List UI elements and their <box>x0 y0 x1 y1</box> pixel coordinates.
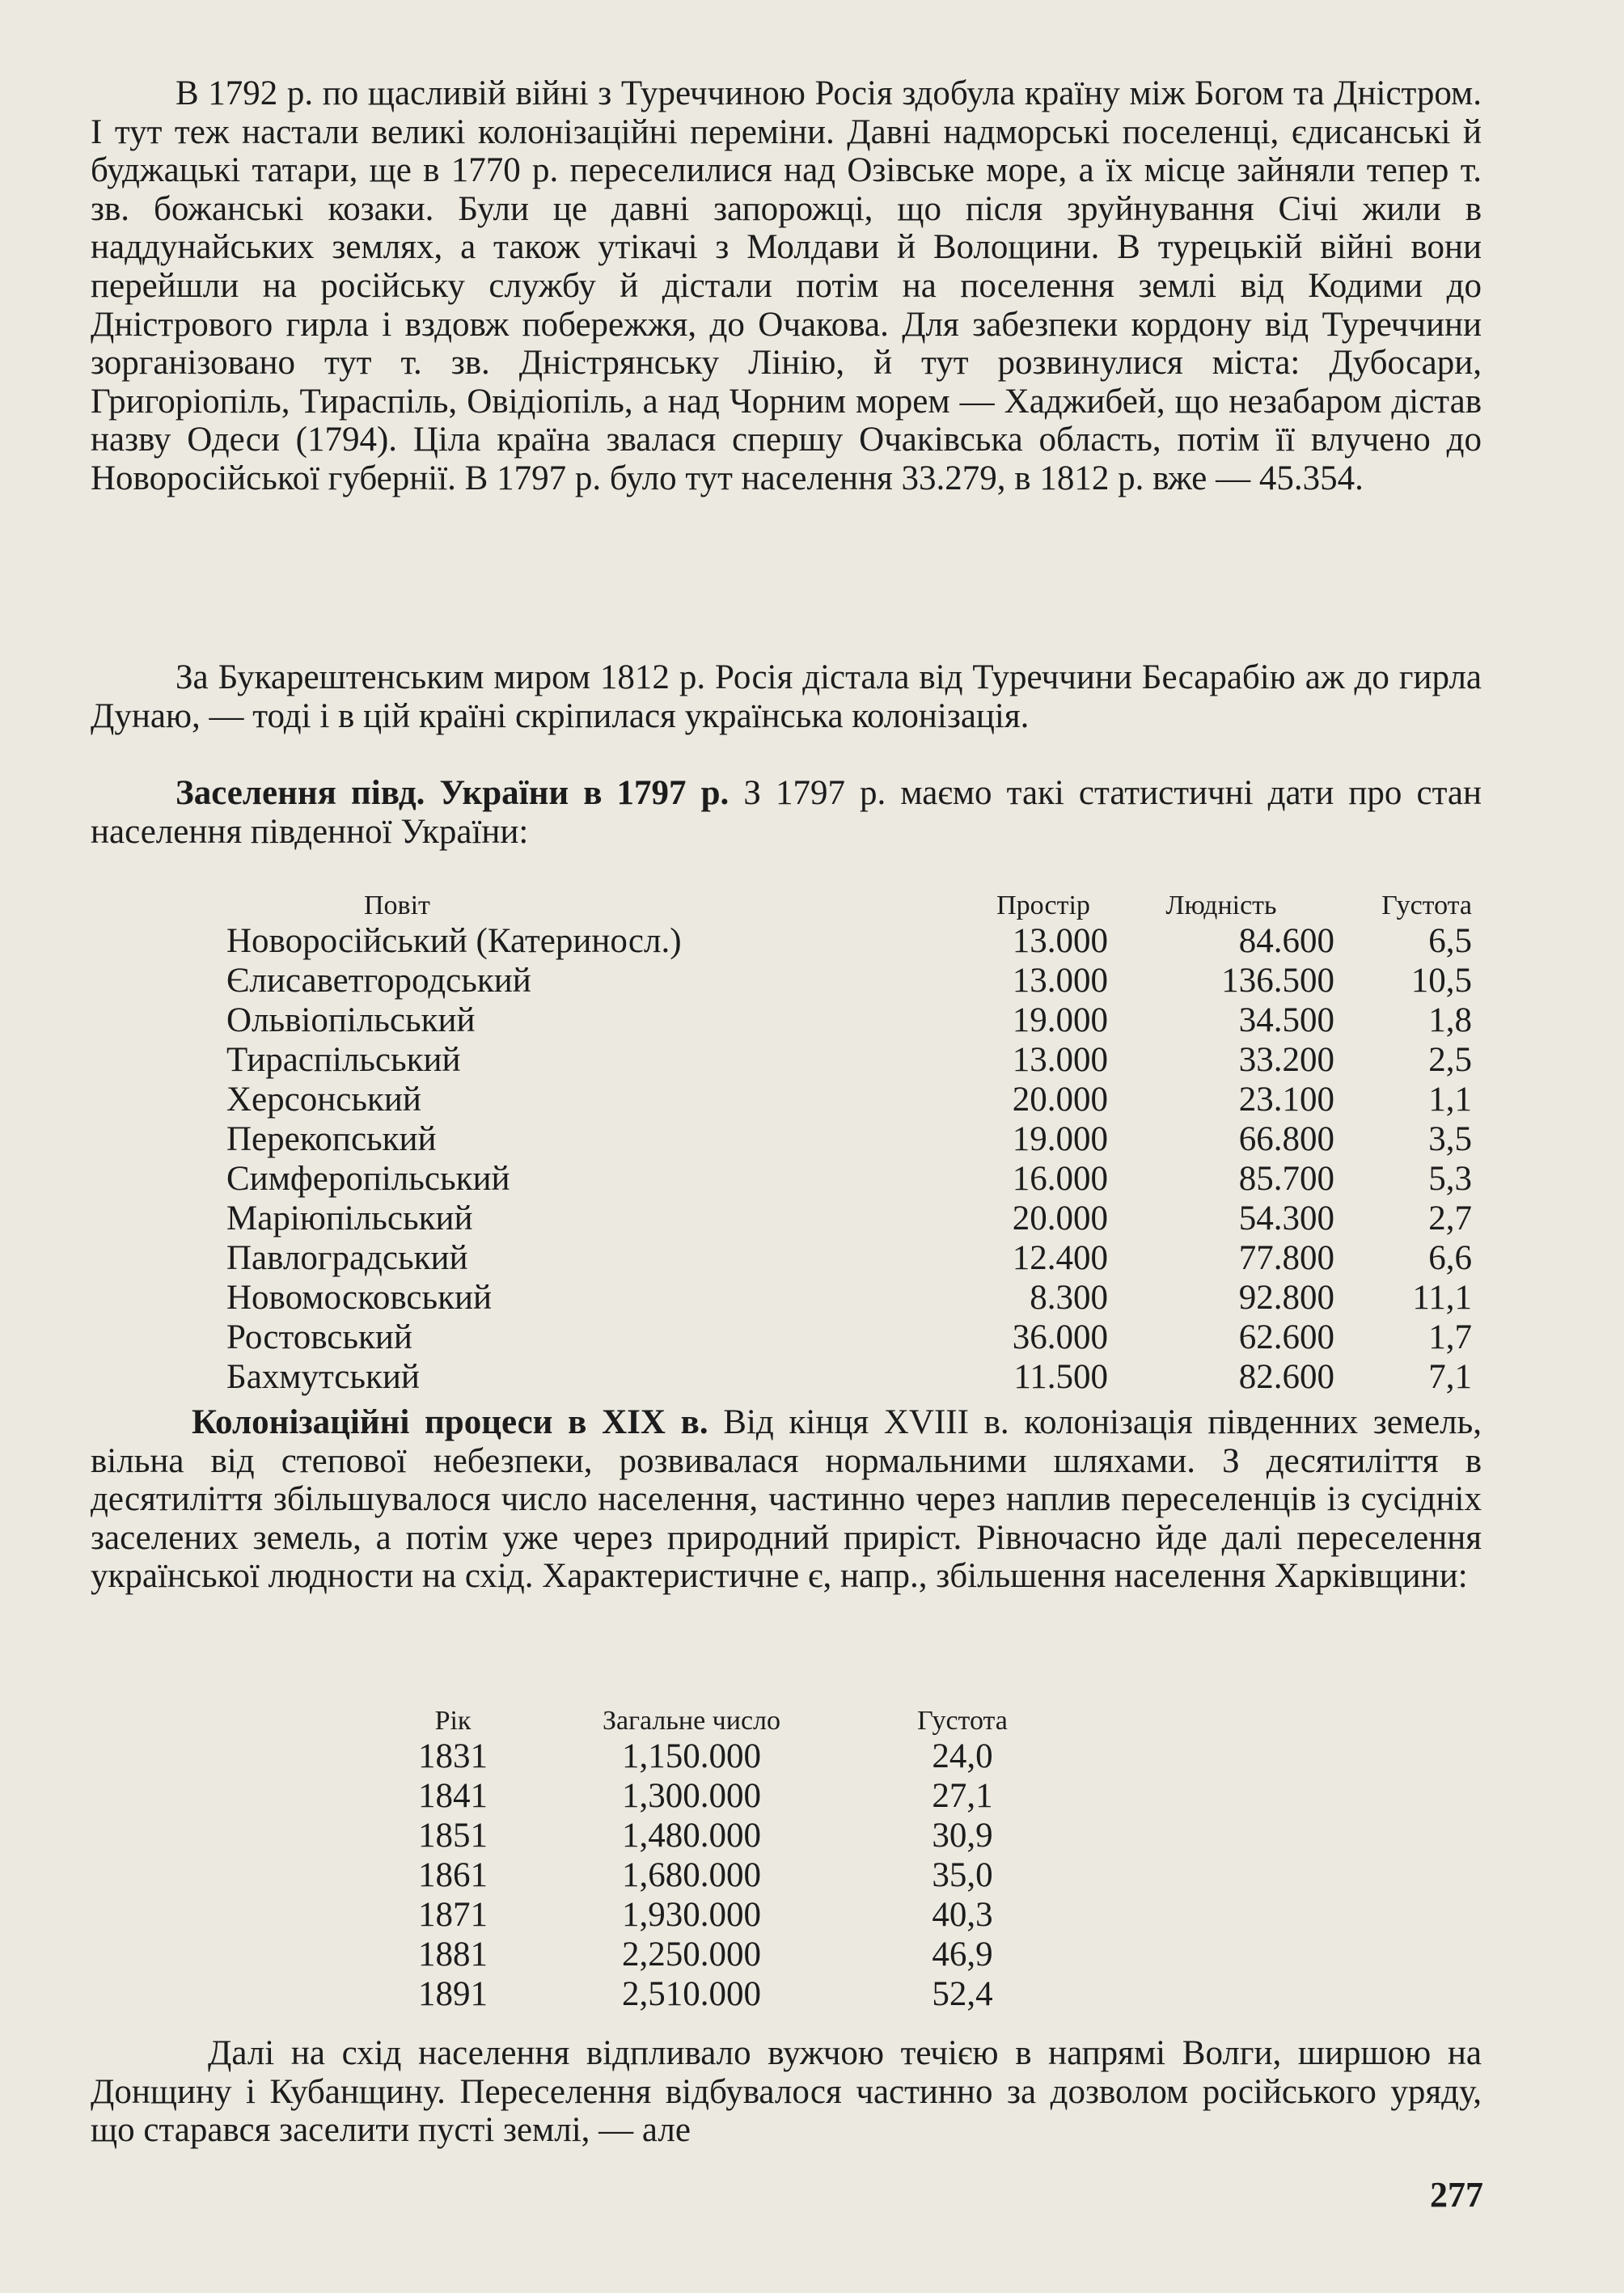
year-value: 1891 <box>418 1975 488 2013</box>
paragraph-eastward-migration: Далі на схід населення відпливало вужчою течією в напрямі Волги, ширшою на Донщину і Кубанщину. Переселення відбувалося частинно за дозволом російського уряду, що старався заселити пусті землі, — але <box>91 2034 1482 2150</box>
total-value: 1,480.000 <box>622 1817 761 1855</box>
population-value: 54.300 <box>1238 1199 1334 1237</box>
kharkiv-population-table <box>388 1693 1059 2014</box>
total-value: 2,510.000 <box>622 1975 761 2013</box>
population-table-1797 <box>226 878 1472 1397</box>
column-header-year: Рік <box>434 1706 472 1736</box>
table-row <box>226 1357 1472 1397</box>
paragraph-colonization-xix <box>91 1403 1482 1596</box>
density-value: 1,1 <box>1428 1081 1472 1119</box>
district-name: Павлоградський <box>226 1239 468 1277</box>
paragraph-settlement-1797 <box>91 774 1482 851</box>
year-value: 1881 <box>418 1936 488 1974</box>
district-name: Маріюпільський <box>226 1199 473 1237</box>
column-header-density: Густота <box>917 1706 1008 1736</box>
table-row <box>226 1001 1472 1040</box>
section-heading-xix: Колонізаційні процеси в XIX в. <box>192 1403 708 1441</box>
year-value: 1831 <box>418 1737 488 1775</box>
table-row <box>226 1040 1472 1080</box>
table-row <box>388 1737 1059 1776</box>
density-value: 35,0 <box>932 1856 993 1894</box>
area-value: 13.000 <box>1012 1041 1108 1079</box>
area-value: 13.000 <box>1012 962 1108 1000</box>
year-value: 1871 <box>418 1896 488 1934</box>
area-value: 20.000 <box>1012 1199 1108 1237</box>
district-name: Бахмутський <box>226 1358 420 1396</box>
table-row <box>388 1895 1059 1935</box>
total-value: 1,150.000 <box>622 1737 761 1775</box>
year-value: 1861 <box>418 1856 488 1894</box>
area-value: 8.300 <box>1030 1279 1108 1317</box>
area-value: 19.000 <box>1012 1001 1108 1039</box>
area-value: 13.000 <box>1012 922 1108 960</box>
population-value: 62.600 <box>1238 1318 1334 1356</box>
population-value: 33.200 <box>1238 1041 1334 1079</box>
column-header-area: Простір <box>996 891 1090 920</box>
population-value: 77.800 <box>1238 1239 1334 1277</box>
table-row <box>388 1816 1059 1855</box>
total-value: 1,930.000 <box>622 1896 761 1934</box>
table-row <box>226 961 1472 1001</box>
density-value: 5,3 <box>1428 1160 1472 1198</box>
section-text-xix: Від кінця XVIII в. колонізація південних земель, вільна від степової небезпеки, розвивалася нормальними шляхами. З десятиліття в десятиліття збільшувалося число населення, частинно через наплив переселенців із сусідніх заселених земель, а потім уже через природний приріст. Рівночасно йде далі переселення української людности на схід. Характеристичне є, напр., збільшення населення Харківщини: <box>91 1403 1482 1596</box>
table-row <box>388 1855 1059 1895</box>
district-name: Херсонський <box>226 1081 421 1119</box>
density-value: 2,7 <box>1428 1199 1472 1237</box>
table-row <box>226 1159 1472 1199</box>
area-value: 36.000 <box>1012 1318 1108 1356</box>
district-name: Тираспільський <box>226 1041 461 1079</box>
table-row <box>388 1776 1059 1816</box>
population-value: 82.600 <box>1238 1358 1334 1396</box>
table-row <box>388 1935 1059 1974</box>
total-value: 2,250.000 <box>622 1936 761 1974</box>
density-value: 6,5 <box>1428 922 1472 960</box>
area-value: 16.000 <box>1012 1160 1108 1198</box>
district-name: Єлисаветгородський <box>226 962 531 1000</box>
paragraph-1792-conquest: В 1792 р. по щасливій війні з Туреччиною Росія здобула країну між Богом та Дністром. І тут теж настали великі колонізаційні переміни. Давні надморські поселенці, єдисанські й буджацькі татари, ще в 1770 р. переселилися над Озівське море, а їх місце зайняли тепер т. зв. божанські козаки. Були це давні запорожці, що після зруйнування Січі жили в наддунайських землях, а також утікачі з Молдави й Волощини. В турецькій війні вони перейшли на російську службу й дістали потім на поселення землі від Кодими до Дністрового гирла і вздовж побережжя, до Очакова. Для забезпеки кордону від Туреччини зорганізовано тут т. зв. Дністрянську Лінію, й тут розвинулися міста: Дубосари, Григоріопіль, Тираспіль, Овідіопіль, а над Чорним морем — Хаджибей, що незабаром дістав назву Одеси (1794). Ціла країна звалася спершу Очаківська область, потім її влучено до Новоросійської губернії. В 1797 р. було тут населення 33.279, в 1812 р. вже — 45.354. <box>91 74 1482 497</box>
table-row <box>226 1119 1472 1159</box>
population-value: 84.600 <box>1238 922 1334 960</box>
table-row <box>226 921 1472 961</box>
density-value: 7,1 <box>1428 1358 1472 1396</box>
density-value: 30,9 <box>932 1817 993 1855</box>
table-header-row <box>226 878 1472 921</box>
population-value: 34.500 <box>1238 1001 1334 1039</box>
population-value: 136.500 <box>1221 962 1334 1000</box>
table-row <box>226 1278 1472 1318</box>
paragraph-bucharest-peace: За Букарештенським миром 1812 р. Росія дістала від Туреччини Бесарабію аж до гирла Дунаю, — тоді і в цій країні скріпилася українська колонізація. <box>91 658 1482 735</box>
district-name: Новомосковський <box>226 1279 492 1317</box>
table-row <box>226 1199 1472 1238</box>
density-value: 1,7 <box>1428 1318 1472 1356</box>
density-value: 27,1 <box>932 1777 993 1815</box>
area-value: 12.400 <box>1012 1239 1108 1277</box>
population-value: 66.800 <box>1238 1120 1334 1158</box>
density-value: 6,6 <box>1428 1239 1472 1277</box>
district-name: Симферопільський <box>226 1160 510 1198</box>
district-name: Ольвіопільський <box>226 1001 476 1039</box>
table-header-row <box>388 1693 1059 1737</box>
area-value: 19.000 <box>1012 1120 1108 1158</box>
section-heading-1797: Заселення півд. України в 1797 р. <box>176 774 730 812</box>
table-row <box>226 1238 1472 1278</box>
table-row <box>388 1974 1059 2014</box>
total-value: 1,300.000 <box>622 1777 761 1815</box>
column-header-total: Загальне число <box>602 1706 781 1736</box>
density-value: 52,4 <box>932 1975 993 2013</box>
density-value: 1,8 <box>1428 1001 1472 1039</box>
density-value: 11,1 <box>1412 1279 1472 1317</box>
table-row <box>226 1080 1472 1119</box>
section-text-1797: З 1797 р. маємо такі статистичні дати про стан населення південної України: <box>91 774 1482 851</box>
district-name: Ростовський <box>226 1318 412 1356</box>
density-value: 40,3 <box>932 1896 993 1934</box>
density-value: 2,5 <box>1428 1041 1472 1079</box>
page-number: 277 <box>1430 2175 1483 2215</box>
density-value: 46,9 <box>932 1936 993 1974</box>
table-row <box>226 1318 1472 1357</box>
column-header-density: Густота <box>1381 891 1472 920</box>
population-value: 23.100 <box>1238 1081 1334 1119</box>
year-value: 1841 <box>418 1777 488 1815</box>
density-value: 10,5 <box>1410 962 1472 1000</box>
column-header-district: Повіт <box>364 891 430 920</box>
total-value: 1,680.000 <box>622 1856 761 1894</box>
density-value: 3,5 <box>1428 1120 1472 1158</box>
population-value: 92.800 <box>1238 1279 1334 1317</box>
district-name: Перекопський <box>226 1120 437 1158</box>
area-value: 20.000 <box>1012 1081 1108 1119</box>
column-header-population: Людність <box>1165 891 1277 920</box>
population-value: 85.700 <box>1238 1160 1334 1198</box>
district-name: Новоросійський (Катериносл.) <box>226 922 682 960</box>
density-value: 24,0 <box>932 1737 993 1775</box>
year-value: 1851 <box>418 1817 488 1855</box>
area-value: 11.500 <box>1013 1358 1108 1396</box>
